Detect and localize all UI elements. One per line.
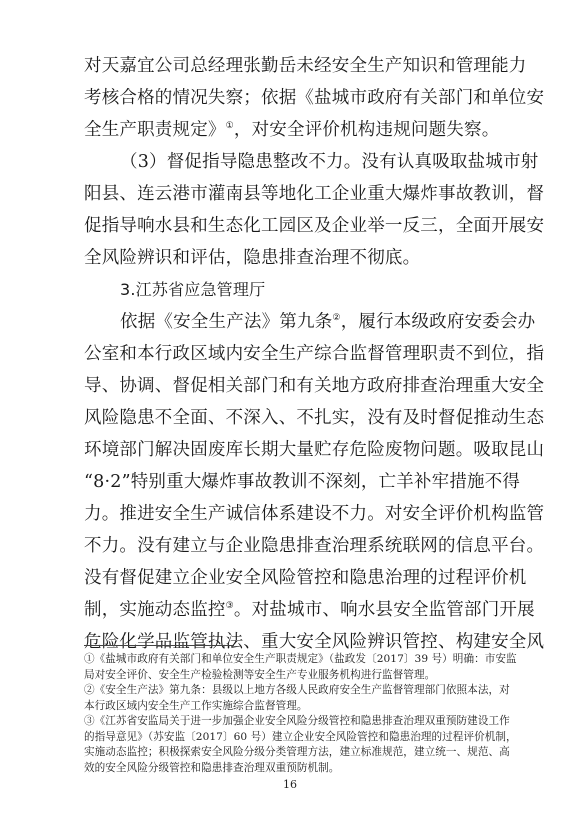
footnotes	[84, 652, 517, 776]
paragraph-line: 风险隐患不全面、不深入、不扎实，没有及时督促推动生态	[84, 408, 545, 428]
paragraph-line: 促指导响水县和生态化工园区及企业举一反三，全面开展安	[84, 216, 545, 236]
paragraph-line: 危险化学品监管执法、重大安全风险辨识管控、构建安全风	[84, 632, 545, 652]
line-text: ，履行本级政府安委会办	[340, 312, 536, 332]
line-text: 。对盐城市、响水县安全监管部门开展	[233, 600, 535, 620]
page-number: 16	[283, 778, 297, 791]
paragraph-line: 环境部门解决固废库长期大量贮存危险废物问题。吸取昆山	[84, 440, 545, 460]
paragraph-line: 阳县、连云港市灌南县等地化工企业重大爆炸事故教训，督	[84, 184, 545, 204]
paragraph-line: 全风险辨识和评估，隐患排查治理不彻底。	[84, 248, 421, 268]
paragraph-line	[84, 594, 535, 626]
line-text: 依据《安全生产法》第九条	[120, 312, 333, 332]
footnote-2-cont: 本行政区域内安全生产工作实施综合监督管理。	[84, 699, 308, 712]
footnote-3-cont: 效的安全风险分级管控和隐患排查治理双重预防机制。	[84, 761, 340, 774]
paragraph-line: 没有督促建立企业安全风险管控和隐患治理的过程评价机	[84, 568, 527, 588]
paragraph-line: 不力。没有建立与企业隐患排查治理系统联网的信息平台。	[84, 536, 545, 556]
paragraph-line	[84, 306, 536, 338]
paragraph-line: “8·2”特别重大爆炸事故教训不深刻，亡羊补牢措施不得	[84, 472, 521, 492]
paragraph-line	[84, 114, 502, 146]
paragraph-line: 公室和本行政区域内安全生产综合监督管理职责不到位，指	[84, 344, 545, 364]
footnote-2: ②《安全生产法》第九条：县级以上地方各级人民政府安全生产监督管理部门依照本法，对	[84, 684, 510, 696]
section-heading: 3.江苏省应急管理厅	[120, 280, 266, 299]
paragraph-line: 导、协调、督促相关部门和有关地方政府排查治理重大安全	[84, 376, 545, 396]
paragraph-line: 力。推进安全生产诚信体系建设不力。对安全评价机构监管	[84, 504, 545, 524]
footnote-ref-2[interactable]: ②	[332, 313, 341, 324]
line-text: ，对安全评价机构违规问题失察。	[233, 120, 500, 140]
body-text	[84, 50, 545, 658]
footnote-divider	[84, 645, 234, 646]
paragraph-line: （3）督促指导隐患整改不力。没有认真吸取盐城市射	[120, 152, 539, 172]
footnote-3-cont: 的指导意见》（苏安监〔2017〕60 号）建立企业安全风险管控和隐患治理的过程评价机制，	[84, 730, 517, 743]
footnote-1: ①《盐城市政府有关部门和单位安全生产职责规定》（盐政发〔2017〕39 号）明确：市安监	[84, 653, 517, 665]
footnote-3: ③《江苏省安监局关于进一步加强企业安全风险分级管控和隐患排查治理双重预防建设工作	[84, 715, 510, 727]
footnote-1-cont: 局对安全评价、安全生产检验检测等安全生产专业服务机构进行监督管理。	[84, 668, 436, 681]
paragraph-line: 对天嘉宜公司总经理张勤岳未经安全生产知识和管理能力	[84, 56, 527, 76]
footnote-ref-3[interactable]: ③	[225, 601, 234, 612]
line-text: 全生产职责规定》	[84, 120, 226, 140]
footnote-ref-1[interactable]: ①	[225, 121, 234, 132]
footnote-3-cont: 实施动态监控；积极探索安全风险分级分类管理方法，建立标准规范，建立统一、规范、高	[84, 746, 510, 758]
paragraph-line: 考核合格的情况失察；依据《盐城市政府有关部门和单位安	[84, 88, 545, 108]
line-text: 制，实施动态监控	[84, 600, 226, 620]
